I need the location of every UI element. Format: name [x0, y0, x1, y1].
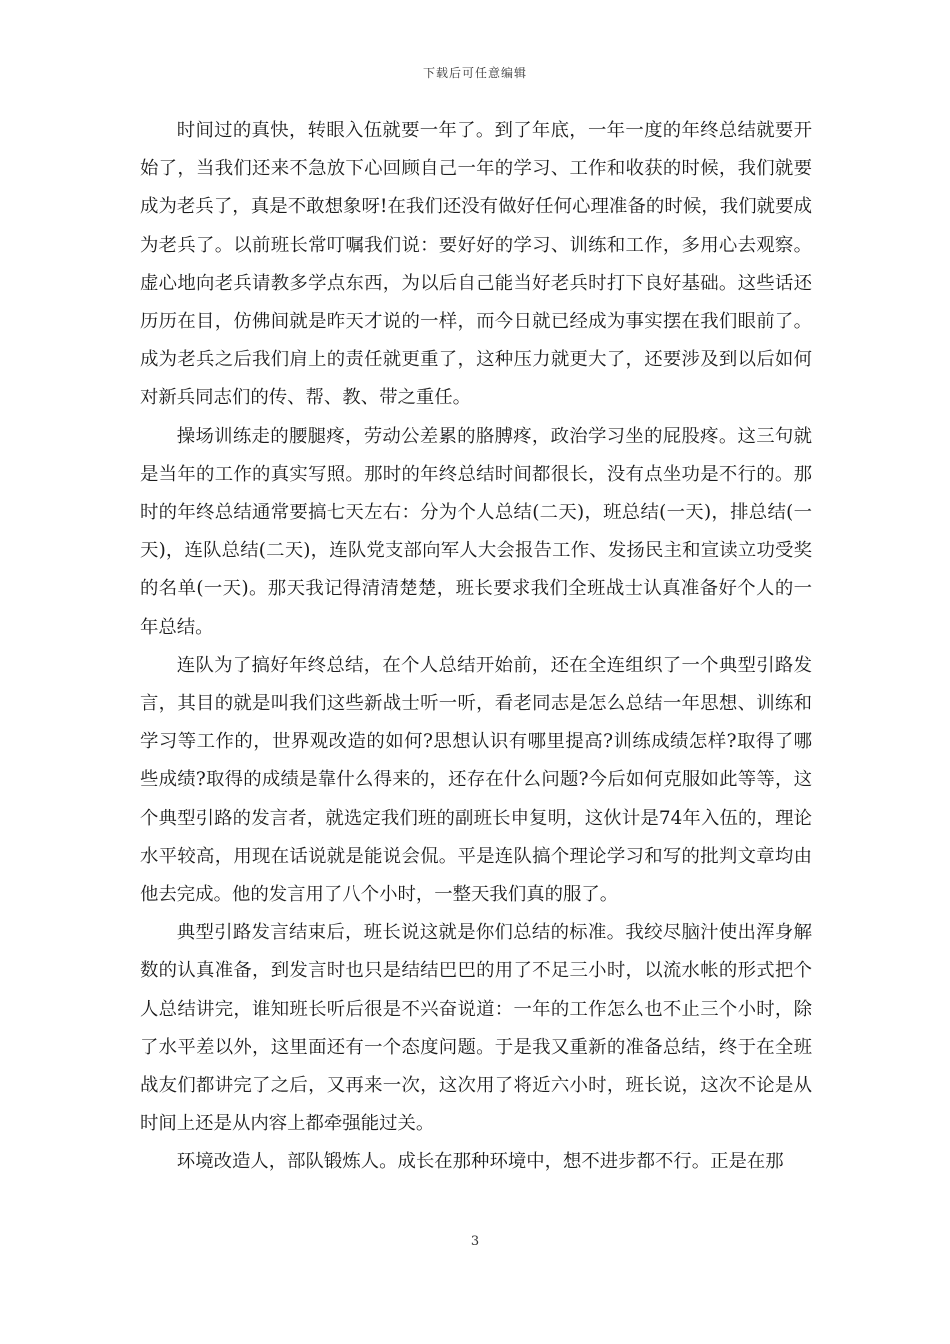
paragraph-3: 连队为了搞好年终总结，在个人总结开始前，还在全连组织了一个典型引路发言，其目的就是叫我们这些新战士听一听，看老同志是怎么总结一年思想、训练和学习等工作的，世界观改造的如何?思想认识有哪里提高?训练成绩怎样?取得了哪些成绩?取得的成绩是靠什么得来的，还存在什么问题?今后如何克服如此等等，这个典型引路的发言者，就选定我们班的副班长申复明，这伙计是74年入伍的，理论水平较高，用现在话说就是能说会侃。平是连队搞个理论学习和写的批判文章均由他去完成。他的发言用了八个小时，一整天我们真的服了。 — [140, 654, 812, 906]
document-body — [140, 112, 812, 1182]
paragraph-4: 典型引路发言结束后，班长说这就是你们总结的标准。我绞尽脑汁使出浑身解数的认真准备，到发言时也只是结结巴巴的用了不足三小时，以流水帐的形式把个人总结讲完，谁知班长听后很是不兴奋说道：一年的工作怎么也不止三个小时，除了水平差以外，这里面还有一个态度问题。于是我又重新的准备总结，终于在全班战友们都讲完了之后，又再来一次，这次用了将近六小时，班长说，这次不论是从时间上还是从内容上都牵强能过关。 — [140, 922, 812, 1135]
paragraph-5: 环境改造人，部队锻炼人。成长在那种环境中，想不进步都不行。正是在那 — [176, 1151, 784, 1173]
page-number: 3 — [470, 1234, 480, 1249]
page-header: 下载后可任意编辑 — [422, 66, 527, 80]
paragraph-2: 操场训练走的腰腿疼，劳动公差累的胳膊疼，政治学习坐的屁股疼。这三句就是当年的工作的真实写照。那时的年终总结时间都很长，没有点坐功是不行的。那时的年终总结通常要搞七天左右：分为个人总结(二天)，班总结(一天)，排总结(一天)，连队总结(二天)，连队党支部向军人大会报告工作、发扬民主和宣读立功受奖的名单(一天)。那天我记得清清楚楚，班长要求我们全班战士认真准备好个人的一年总结。 — [140, 425, 812, 638]
paragraph-1: 时间过的真快，转眼入伍就要一年了。到了年底，一年一度的年终总结就要开始了，当我们还来不急放下心回顾自己一年的学习、工作和收获的时候，我们就要成为老兵了，真是不敢想象呀!在我们还没有做好任何心理准备的时候，我们就要成为老兵了。以前班长常叮嘱我们说：要好好的学习、训练和工作，多用心去观察。虚心地向老兵请教多学点东西，为以后自己能当好老兵时打下良好基础。这些话还历历在目，仿佛间就是昨天才说的一样，而今日就已经成为事实摆在我们眼前了。成为老兵之后我们肩上的责任就更重了，这种压力就更大了，还要涉及到以后如何对新兵同志们的传、帮、教、带之重任。 — [140, 120, 812, 409]
